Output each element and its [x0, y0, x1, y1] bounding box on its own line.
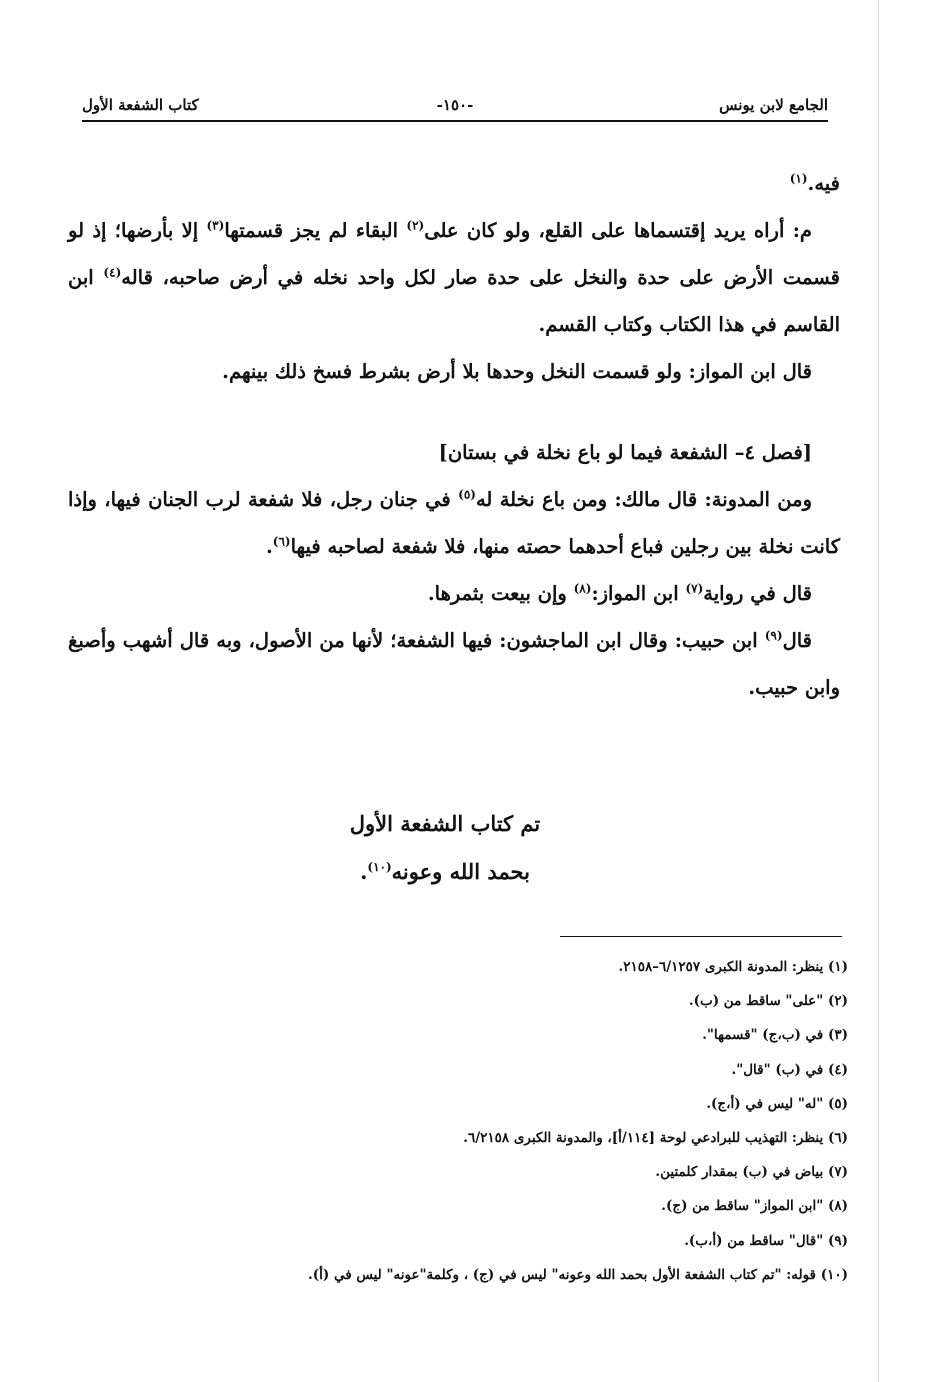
- footnote-ref-2: (٢): [406, 218, 425, 233]
- page-header: [82, 92, 828, 122]
- paragraph-4-part-a: ومن المدونة: قال مالك: ومن باع نخلة له: [475, 488, 812, 511]
- footnotes: [150, 950, 848, 1292]
- footnote-ref-1: (١): [789, 171, 808, 186]
- paragraph-2-part-c: إلا بأرضها؛ إذ لو قسمت الأرض على حدة والنخل على حدة صار لكل واحد نخله في أرض صاحبه، قاله: [68, 219, 841, 289]
- footnote-4: (٤) في (ب) "قال".: [731, 1061, 848, 1078]
- paragraph-3: قال ابن المواز: ولو قسمت النخل وحدها بلا أرض بشرط فسخ ذلك بينهم.: [222, 360, 812, 383]
- footnote-10: (١٠) قوله: "تم كتاب الشفعة الأول بحمد الله وعونه" ليس في (ج) ، وكلمة"عونه" ليس في (أ).: [308, 1266, 848, 1283]
- footnote-ref-4: (٤): [103, 265, 122, 280]
- header-page-number: -١٥٠-: [436, 96, 474, 114]
- footnote-3: (٣) في (ب،ج) "قسمها".: [702, 1027, 848, 1044]
- paragraph-5-part-c: وإن بيعت بثمرها.: [427, 582, 574, 605]
- paragraph-4-part-b: في جنان رجل، فلا شفعة لرب الجنان فيها، وإذا كانت نخلة بين رجلين فباع أحدهما حصته منها، فلا شفعة لصاحبه فيها: [68, 488, 840, 558]
- paragraph-1-text: فيه.: [807, 172, 840, 195]
- section-heading: [فصل ٤– الشفعة فيما لو باع نخلة في بستان]: [438, 441, 812, 464]
- paragraph-6-part-a: قال: [782, 629, 812, 652]
- scan-edge-line: [878, 0, 879, 1382]
- footnote-ref-8: (٨): [573, 581, 592, 596]
- footnote-ref-3: (٣): [206, 218, 225, 233]
- footnote-ref-9: (٩): [764, 628, 783, 643]
- paragraph-5-part-a: قال في رواية: [703, 582, 812, 605]
- footnote-ref-6: (٦): [272, 534, 291, 549]
- footnote-9: (٩) "قال" ساقط من (أ،ب).: [684, 1232, 848, 1249]
- closing-line-2-text: بحمد الله وعونه: [391, 859, 530, 884]
- paragraph-2-part-a: م: أراه يريد إقتسماها على القلع، ولو كان على: [424, 219, 812, 242]
- footnote-ref-10: (١٠): [367, 860, 392, 874]
- paragraph-5: [68, 570, 840, 617]
- header-book-title: الجامع لابن يونس: [719, 96, 828, 114]
- footnote-7: (٧) بياض في (ب) بمقدار كلمتين.: [655, 1164, 848, 1181]
- paragraph-2-part-b: البقاء لم يجز قسمتها: [224, 219, 407, 242]
- paragraph-5-part-b: ابن المواز:: [591, 582, 686, 605]
- paragraph-4: [68, 476, 840, 570]
- footnote-ref-7: (٧): [685, 581, 704, 596]
- footnote-ref-5: (٥): [458, 487, 476, 502]
- footnote-8: (٨) "ابن المواز" ساقط من (ج).: [661, 1198, 848, 1215]
- closing-colophon: [0, 800, 890, 896]
- closing-line-1: تم كتاب الشفعة الأول: [349, 811, 541, 836]
- footnote-1: (١) ينظر: المدونة الكبرى ٦/١٢٥٧–٢١٥٨.: [618, 959, 848, 975]
- footnote-5: (٥) "له" ليس في (أ،ج).: [706, 1095, 848, 1112]
- main-text: [68, 160, 840, 711]
- paragraph-1: [68, 160, 840, 207]
- paragraph-6: [68, 617, 840, 711]
- closing-line-2: [0, 848, 890, 896]
- header-chapter-title: كتاب الشفعة الأول: [82, 96, 199, 114]
- footnote-2: (٢) "على" ساقط من (ب).: [688, 993, 848, 1010]
- paragraph-2-part-d: ابن القاسم في هذا الكتاب وكتاب القسم.: [68, 266, 840, 336]
- footnote-6: (٦) ينظر: التهذيب للبرادعي لوحة [١١٤/أ]، والمدونة الكبرى ٦/٢١٥٨.: [463, 1130, 848, 1147]
- paragraph-4-part-c: .: [265, 535, 273, 558]
- paragraph-6-part-b: ابن حبيب: وقال ابن الماجشون: فيها الشفعة؛ لأنها من الأصول، وبه قال أشهب وأصبغ وابن حبيب.: [68, 629, 840, 699]
- closing-line-2-end: .: [360, 859, 368, 884]
- footnote-separator: [560, 936, 842, 937]
- paragraph-2: [68, 207, 840, 348]
